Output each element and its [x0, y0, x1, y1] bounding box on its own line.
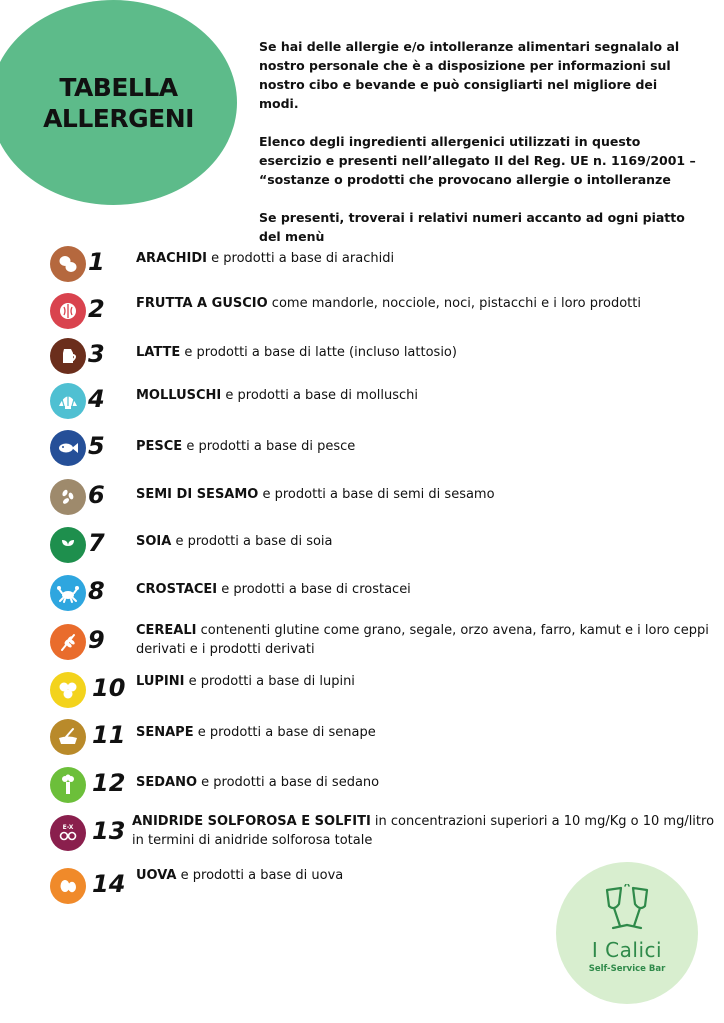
celery-icon: [56, 773, 80, 797]
title-line-2: ALLERGENI: [43, 103, 194, 133]
allergen-detail: come mandorle, nocciole, noci, pistacchi e i loro prodotti: [267, 296, 641, 311]
allergen-badge: [50, 868, 86, 904]
allergen-badge: [50, 767, 86, 803]
peanut-icon: [56, 252, 80, 276]
allergen-number: 2: [88, 295, 105, 323]
allergen-number: 7: [88, 529, 105, 557]
allergen-number: 12: [92, 769, 126, 797]
allergen-number: 11: [92, 721, 126, 749]
allergen-name: MOLLUSCHI: [136, 388, 222, 403]
sulphite-icon: [56, 821, 80, 845]
allergen-name: ANIDRIDE SOLFOROSA E SOLFITI: [132, 814, 371, 829]
lupin-icon: [56, 678, 80, 702]
allergen-badge: [50, 246, 86, 282]
allergen-description: [136, 723, 718, 742]
allergen-name: SOIA: [136, 534, 172, 549]
wheat-icon: [56, 630, 80, 654]
allergen-detail: in concentrazioni superiori a 10 mg/Kg o 10 mg/litro in termini di anidride solforosa totale: [132, 814, 715, 848]
allergen-description: [136, 773, 718, 792]
allergen-description: [136, 580, 718, 599]
allergen-badge: [50, 479, 86, 515]
allergen-badge: [50, 383, 86, 419]
allergen-badge: [50, 293, 86, 329]
allergen-detail: e prodotti a base di semi di sesamo: [258, 487, 495, 502]
soy-icon: [56, 533, 80, 557]
logo-name: I Calici: [591, 938, 663, 962]
crab-icon: [56, 581, 80, 605]
allergen-description: [136, 437, 718, 456]
allergen-detail: e prodotti a base di latte (incluso lattosio): [180, 345, 457, 360]
allergen-name: SEDANO: [136, 775, 198, 790]
allergen-number: 8: [88, 577, 105, 605]
shell-icon: [56, 389, 80, 413]
allergen-badge: [50, 575, 86, 611]
allergen-description: [136, 343, 718, 362]
allergen-number: 3: [88, 340, 105, 368]
allergen-description: [136, 294, 718, 313]
allergen-name: CROSTACEI: [136, 582, 218, 597]
walnut-icon: [56, 299, 80, 323]
allergen-name: FRUTTA A GUSCIO: [136, 296, 268, 311]
allergen-name: LATTE: [136, 345, 181, 360]
allergen-number: 14: [92, 870, 126, 898]
allergen-number: 4: [88, 385, 105, 413]
allergen-detail: e prodotti a base di crostacei: [217, 582, 411, 597]
logo: [556, 862, 698, 1004]
allergen-detail: e prodotti a base di lupini: [184, 674, 355, 689]
allergen-description: [132, 812, 718, 850]
allergen-description: [136, 249, 718, 268]
allergen-description: [136, 532, 718, 551]
allergen-detail: e prodotti a base di senape: [193, 725, 376, 740]
intro-paragraph-1: Se hai delle allergie e/o intolleranze alimentari segnalalo al nostro personale che è a disposizione per informazioni sul nostro cibo e bevande e può consigliarti nel migliore dei modi.: [259, 39, 680, 111]
allergen-number: 1: [88, 248, 105, 276]
intro-paragraph-3: Se presenti, troverai i relativi numeri accanto ad ogni piatto del menù: [259, 210, 685, 244]
allergen-number: 10: [92, 674, 126, 702]
allergen-name: SENAPE: [136, 725, 194, 740]
allergen-number: 5: [88, 432, 105, 460]
sesame-icon: [56, 485, 80, 509]
allergen-badge: [50, 338, 86, 374]
allergen-detail: e prodotti a base di uova: [176, 868, 344, 883]
allergen-badge: [50, 672, 86, 708]
allergen-detail: e prodotti a base di pesce: [182, 439, 356, 454]
allergen-badge: [50, 624, 86, 660]
allergen-description: [136, 386, 718, 405]
title-line-1: TABELLA: [59, 72, 178, 102]
allergen-number: 6: [88, 481, 105, 509]
wine-glasses-icon: [597, 884, 657, 936]
allergen-name: ARACHIDI: [136, 251, 208, 266]
allergen-name: SEMI DI SESAMO: [136, 487, 259, 502]
allergen-detail: e prodotti a base di sedano: [197, 775, 380, 790]
allergen-badge: [50, 430, 86, 466]
allergen-description: [136, 485, 718, 504]
egg-icon: [56, 874, 80, 898]
allergen-detail: e prodotti a base di arachidi: [207, 251, 395, 266]
allergen-number: 13: [92, 817, 126, 845]
milk-jug-icon: [56, 344, 80, 368]
logo-subtitle: Self-Service Bar: [588, 964, 666, 974]
badge-label: E-X: [62, 824, 74, 831]
intro-paragraph-2: Elenco degli ingredienti allergenici utilizzati in questo esercizio e presenti nell’allegato II del Reg. UE n. 1169/2001 – “sostanze o prodotti che provocano allergie o intolleranze: [259, 134, 696, 187]
allergen-badge: [50, 815, 86, 851]
allergen-description: [136, 621, 718, 659]
allergen-number: 9: [88, 626, 105, 654]
allergen-badge: [50, 527, 86, 563]
allergen-description: [136, 672, 718, 691]
allergen-badge: [50, 719, 86, 755]
allergen-detail: contenenti glutine come grano, segale, orzo avena, farro, kamut e i loro ceppi derivati e i prodotti derivati: [136, 623, 709, 657]
allergen-name: CEREALI: [136, 623, 197, 638]
allergen-name: UOVA: [136, 868, 177, 883]
fish-icon: [56, 436, 80, 460]
allergen-name: PESCE: [136, 439, 183, 454]
allergen-detail: e prodotti a base di soia: [171, 534, 333, 549]
allergen-detail: e prodotti a base di molluschi: [221, 388, 419, 403]
mustard-icon: [56, 725, 80, 749]
allergen-name: LUPINI: [136, 674, 185, 689]
